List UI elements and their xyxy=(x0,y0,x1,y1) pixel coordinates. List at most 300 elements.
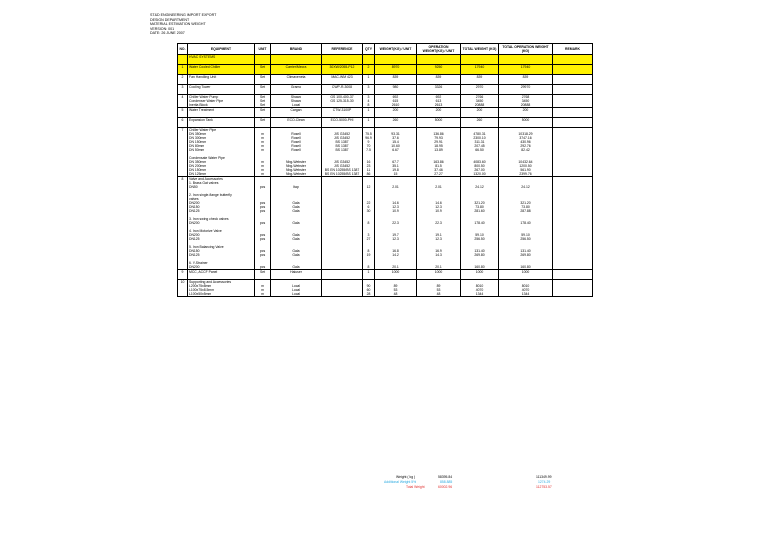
cell-reference xyxy=(322,65,363,75)
cell-line: Nbg-Webster xyxy=(286,168,306,172)
cell-reference xyxy=(322,95,363,108)
cell-remark xyxy=(553,118,593,128)
cell-line: valves xyxy=(189,197,199,201)
table-row xyxy=(178,95,593,108)
cell-line: 178.40 xyxy=(474,221,485,225)
cell-qty xyxy=(363,55,375,65)
cell-line: 1000 xyxy=(475,270,484,274)
cell-total-weight xyxy=(461,270,499,280)
cell-line: 1000 xyxy=(434,270,443,274)
table-row xyxy=(178,118,593,128)
cell-line: 200 xyxy=(522,108,529,112)
cell-total-operation-weight xyxy=(499,85,553,95)
cell-line: 287.88 xyxy=(520,209,531,213)
cell-line: Gala xyxy=(292,249,300,253)
cell-weight-unit xyxy=(375,280,417,297)
cell-line xyxy=(323,280,361,284)
cell-weight-unit xyxy=(375,108,417,118)
cell-line: 2 xyxy=(181,75,184,79)
cell-line: 8 xyxy=(367,103,370,107)
cell-line: DN 350mm xyxy=(189,132,207,136)
cell-line: 14.3 xyxy=(435,253,442,257)
cell-line: ECO-5000-PHI xyxy=(330,118,354,122)
cell-line: BS 1387 xyxy=(335,140,349,144)
cell-unit xyxy=(255,270,271,280)
cell-unit xyxy=(255,95,271,108)
cell-remark xyxy=(553,55,593,65)
cell-brand xyxy=(271,85,322,95)
cell-line: 200 xyxy=(435,108,442,112)
cell-reference xyxy=(322,177,363,270)
cell-line: 75.5 xyxy=(365,132,372,136)
table-header-row xyxy=(178,44,593,55)
cell-line: 3450 xyxy=(475,99,484,103)
cell-line: 267.00 xyxy=(474,168,485,172)
col-equipment: EQUIPMENT xyxy=(188,44,255,55)
cell-line: pcs xyxy=(259,221,266,225)
cell-line: 256.50 xyxy=(520,237,531,241)
cell-line: 3450 xyxy=(521,99,530,103)
cell-line xyxy=(376,55,415,59)
cell-line: BS 1387 xyxy=(335,148,349,152)
cell-line: 24.12 xyxy=(475,185,484,189)
cell-line: m xyxy=(261,132,264,136)
cell-line: DN200 xyxy=(189,221,200,225)
cell-brand xyxy=(271,95,322,108)
cell-line: 6 xyxy=(367,205,370,209)
cell-line: 30 xyxy=(366,209,371,213)
cell-line: 160.80 xyxy=(474,265,485,269)
cell-line: 15 xyxy=(393,172,398,176)
cell-line: 2.01 xyxy=(392,185,399,189)
cell-line: 30XW/2055-P12 xyxy=(329,65,355,69)
cell-line: 11 xyxy=(366,168,371,172)
cell-operation-weight xyxy=(417,128,461,177)
table-row xyxy=(178,75,593,85)
cell-line: JIS G3452 xyxy=(333,132,351,136)
estimation-table xyxy=(177,43,593,297)
cell-total-operation-weight xyxy=(499,108,553,118)
cell-line: DN 200mm xyxy=(189,164,207,168)
cell-line: Set xyxy=(259,75,266,79)
cell-line: 692 xyxy=(392,95,399,99)
cell-total-operation-weight xyxy=(499,177,553,270)
col-brand: BRAND xyxy=(271,44,322,55)
cell-total-operation-weight xyxy=(499,95,553,108)
cell-line: 178.40 xyxy=(520,221,531,225)
cell-remark xyxy=(553,85,593,95)
cell-total-weight xyxy=(461,95,499,108)
cell-line: 3326 xyxy=(434,85,443,89)
cell-brand xyxy=(271,55,322,65)
table-body xyxy=(178,55,593,297)
cell-total-weight xyxy=(461,75,499,85)
cell-brand xyxy=(271,270,322,280)
cell-line: 256.50 xyxy=(474,237,485,241)
cell-line: Shawo xyxy=(290,99,302,103)
col-total-operation-weight: TOTAL OPERATION WEIGHT (KG) xyxy=(499,44,553,55)
cell-line: m xyxy=(261,292,264,296)
cell-total-weight xyxy=(461,85,499,95)
cell-line: 292.76 xyxy=(520,144,531,148)
cell-line: 160.80 xyxy=(520,265,531,269)
cell-reference xyxy=(322,85,363,95)
cell-operation-weight xyxy=(417,177,461,270)
cell-weight-unit xyxy=(375,177,417,270)
cell-line: 9 xyxy=(181,270,184,274)
cell-total-weight xyxy=(461,128,499,177)
cell-line: 22.3 xyxy=(392,221,399,225)
cell-weight-unit xyxy=(375,65,417,75)
cell-line: Water Treatment xyxy=(189,108,215,112)
cell-line: 5 xyxy=(181,108,184,112)
cell-qty xyxy=(363,280,375,297)
cell-line: 1000 xyxy=(521,270,530,274)
cell-no xyxy=(178,75,188,85)
cell-line: 4780.31 xyxy=(473,132,486,136)
cell-reference xyxy=(322,118,363,128)
cell-line: Valve and Accessories xyxy=(189,177,223,181)
cell-unit xyxy=(255,128,271,177)
col-qty: QTY xyxy=(363,44,375,55)
cell-line: 1344 xyxy=(475,292,484,296)
cell-line: 3 xyxy=(367,85,370,89)
cell-total-weight xyxy=(461,118,499,128)
cell-no xyxy=(178,118,188,128)
cell-line: Expansion Tank xyxy=(189,118,213,122)
cell-weight-unit xyxy=(375,85,417,95)
cell-line: 20.1 xyxy=(435,265,442,269)
cell-line: 4070 xyxy=(521,288,530,292)
cell-equipment xyxy=(188,118,255,128)
cell-line: 207.45 xyxy=(474,144,485,148)
cell-line: DN 350mm xyxy=(189,160,207,164)
cell-line: 29.91 xyxy=(434,140,443,144)
cell-operation-weight xyxy=(417,55,461,65)
cell-total-operation-weight xyxy=(499,280,553,297)
cell-unit xyxy=(255,108,271,118)
cell-line: 90 xyxy=(366,284,371,288)
cell-line: DN200 xyxy=(189,201,200,205)
cell-line: DN 150mm xyxy=(189,140,207,144)
cell-line: 1320.00 xyxy=(473,172,486,176)
cell-weight-unit xyxy=(375,75,417,85)
cell-reference xyxy=(322,55,363,65)
cell-line: CWP-R-3008 xyxy=(331,85,353,89)
cell-line: 14.6 xyxy=(392,201,399,205)
cell-line: Gala xyxy=(292,205,300,209)
cell-qty xyxy=(363,270,375,280)
cell-line: Chiller Water Pipe xyxy=(189,128,217,132)
cell-line: 10.9 xyxy=(435,209,442,213)
cell-line: 19.7 xyxy=(392,233,399,237)
cell-line: Set xyxy=(259,270,266,274)
cell-unit xyxy=(255,280,271,297)
cell-line: Water Cooled Chiller xyxy=(189,65,221,69)
cell-line: 692 xyxy=(435,95,442,99)
cell-line: 16.8 xyxy=(392,249,399,253)
cell-brand xyxy=(271,108,322,118)
cell-line: 2.01 xyxy=(435,185,442,189)
document-header xyxy=(150,13,216,36)
cell-line: 839 xyxy=(435,75,442,79)
cell-line: 4 xyxy=(181,95,184,99)
cell-line: m xyxy=(261,160,264,164)
cell-line xyxy=(272,55,320,59)
cell-line: 17940 xyxy=(474,65,485,69)
cell-line: 260 xyxy=(392,118,399,122)
cell-equipment xyxy=(188,280,255,297)
cell-line: 1 xyxy=(367,108,370,112)
cell-line: 79.93 xyxy=(434,136,443,140)
cell-line: 22 xyxy=(366,201,371,205)
cell-line: 73.80 xyxy=(521,205,530,209)
cell-line: 8010 xyxy=(521,284,530,288)
cell-total-weight xyxy=(461,280,499,297)
cell-line: MCC, ACCF Panel xyxy=(189,270,218,274)
cell-line: 6. Y-Strainer xyxy=(189,261,208,265)
cell-line: GS 100-400-37 xyxy=(330,95,354,99)
cell-line: 8 xyxy=(367,265,370,269)
cell-line: Gala xyxy=(292,209,300,213)
cell-line: 20888 xyxy=(474,103,485,107)
cell-line: 23 xyxy=(366,164,371,168)
cell-line: 10 xyxy=(180,280,185,284)
cell-line: 8 xyxy=(181,177,184,181)
cell-qty xyxy=(363,128,375,177)
cell-line: 1 xyxy=(367,75,370,79)
col-operation-weight-unit: OPERATION WEIGHT(KG) / UNIT xyxy=(417,44,461,55)
cell-no xyxy=(178,270,188,280)
cell-line: 561.90 xyxy=(520,168,531,172)
cell-line: 980 xyxy=(392,85,399,89)
cell-line: MAC-WM 423 xyxy=(331,75,353,79)
total-weight-label: Total Weight xyxy=(406,485,425,489)
cell-line: 70 xyxy=(366,144,371,148)
cell-remark xyxy=(553,128,593,177)
col-weight-unit: WEIGHT(KG) / UNIT xyxy=(375,44,417,55)
cell-line: Set xyxy=(259,99,266,103)
cell-line: Local xyxy=(291,284,301,288)
table-row xyxy=(178,128,593,177)
cell-operation-weight xyxy=(417,280,461,297)
cell-line: 3. Iron swing check valves xyxy=(189,217,229,221)
header-line: VERSION: 001 xyxy=(150,26,175,31)
cell-total-operation-weight xyxy=(499,128,553,177)
cell-total-operation-weight xyxy=(499,65,553,75)
cell-line: pcs xyxy=(259,237,266,241)
col-remark: REMARK xyxy=(553,44,593,55)
cell-line: Shawo xyxy=(290,95,302,99)
cell-equipment xyxy=(188,65,255,75)
cell-line: pcs xyxy=(259,233,266,237)
cell-line: 29970 xyxy=(520,85,531,89)
cell-brand xyxy=(271,118,322,128)
cell-total-operation-weight xyxy=(499,75,553,85)
cell-line: BS EN 10255/BS 1387 xyxy=(324,172,360,176)
cell-line: pcs xyxy=(259,265,266,269)
cell-line: Set xyxy=(259,85,266,89)
cell-line: DN125 xyxy=(189,237,200,241)
cell-weight-unit xyxy=(375,128,417,177)
cell-no xyxy=(178,85,188,95)
cell-no xyxy=(178,95,188,108)
cell-equipment xyxy=(188,108,255,118)
cell-line: Supporting and Accessories xyxy=(189,280,232,284)
cell-line: 9 xyxy=(367,140,370,144)
cell-line: Nbg-Webster xyxy=(286,172,306,176)
cell-total-operation-weight xyxy=(499,55,553,65)
cell-brand xyxy=(271,65,322,75)
cell-line: 613 xyxy=(435,99,442,103)
cell-line: 9250 xyxy=(434,65,443,69)
cell-line: 1000 xyxy=(391,270,400,274)
cell-line: 200 xyxy=(476,108,483,112)
table-row xyxy=(178,177,593,270)
cell-line: 15.4 xyxy=(392,140,399,144)
cell-remark xyxy=(553,270,593,280)
cell-line: L100x50x5mm xyxy=(189,292,212,296)
cell-line: 269.80 xyxy=(520,253,531,257)
cell-line: Rosell xyxy=(291,132,301,136)
cell-line: m xyxy=(261,148,264,152)
cell-line: m xyxy=(261,288,264,292)
cell-line: pcs xyxy=(259,205,266,209)
cell-line: 5000 xyxy=(521,118,530,122)
cell-line: Set xyxy=(259,118,266,122)
cell-line: Carrier/Mecra xyxy=(285,65,307,69)
cell-line: Inertia Block xyxy=(189,103,208,107)
cell-line: 281.60 xyxy=(474,209,485,213)
cell-brand xyxy=(271,75,322,85)
cell-line: Local xyxy=(291,292,301,296)
cell-line: 2. Iron single-flange butterfly xyxy=(189,193,232,197)
cell-line: 53 xyxy=(436,288,441,292)
cell-line: 839 xyxy=(476,75,483,79)
cell-line: 131.40 xyxy=(474,249,485,253)
cell-line: Rosell xyxy=(291,140,301,144)
cell-line: DN50 xyxy=(189,185,198,189)
cell-line: 6 xyxy=(181,118,184,122)
col-total-weight: TOTAL WEIGHT (KG) xyxy=(461,44,499,55)
cell-line: DN200 xyxy=(189,265,200,269)
cell-line: DN 300mm xyxy=(189,136,207,140)
cell-line: 200 xyxy=(392,108,399,112)
total-weight-value: 60002.96 xyxy=(438,485,453,489)
cell-line: 2766 xyxy=(475,95,484,99)
cell-line: 86 xyxy=(366,172,371,176)
cell-line: DN 80mm xyxy=(189,144,205,148)
cell-line: 269.80 xyxy=(474,253,485,257)
cell-line: GS 125-315-30 xyxy=(330,99,354,103)
cell-line: 1 xyxy=(181,65,184,69)
cell-line: 59.10 xyxy=(475,233,484,237)
weight-label: Weight ( kg ) xyxy=(396,475,416,479)
cell-line: m xyxy=(261,144,264,148)
cell-line: 3 xyxy=(181,85,184,89)
cell-line: ECO-Clean xyxy=(287,118,305,122)
additional-weight-label: Additional Weight 5% xyxy=(384,480,417,484)
header-line: DESIGN DEPARTMENT xyxy=(150,17,190,22)
cell-line: Condensate Water Pipe xyxy=(189,156,225,160)
cell-operation-weight xyxy=(417,108,461,118)
cell-line: m xyxy=(261,140,264,144)
cell-line: 10.60 xyxy=(391,144,400,148)
cell-line: Set xyxy=(259,103,266,107)
table-row xyxy=(178,55,593,65)
cell-qty xyxy=(363,95,375,108)
cell-line: 89 xyxy=(393,284,398,288)
cell-line: 1344 xyxy=(521,292,530,296)
cell-line: 8 xyxy=(367,249,370,253)
cell-line: 73.80 xyxy=(475,205,484,209)
cell-weight-unit xyxy=(375,118,417,128)
cell-line: 37.46 xyxy=(434,168,443,172)
cell-remark xyxy=(553,108,593,118)
cell-brand xyxy=(271,280,322,297)
cell-line: 93.31 xyxy=(391,132,400,136)
cell-line: 16 xyxy=(366,160,371,164)
cell-line: 7.5 xyxy=(366,148,371,152)
cell-line: 19.8 xyxy=(392,168,399,172)
cell-line: Haiuser xyxy=(290,270,302,274)
cell-unit xyxy=(255,55,271,65)
cell-equipment xyxy=(188,85,255,95)
cell-qty xyxy=(363,65,375,75)
cell-remark xyxy=(553,75,593,85)
cell-remark xyxy=(553,95,593,108)
cell-line: JIS G3452 xyxy=(333,160,351,164)
cell-line: 321.20 xyxy=(520,201,531,205)
cell-reference xyxy=(322,270,363,280)
cell-line: JIS G3452 xyxy=(333,136,351,140)
cell-line: 2768 xyxy=(521,95,530,99)
cell-line xyxy=(364,55,373,59)
cell-line: DN 50mm xyxy=(189,148,205,152)
cell-no xyxy=(178,177,188,270)
cell-line xyxy=(418,55,459,59)
cell-line: Condenser Water Pipe xyxy=(189,99,224,103)
cell-line: Cargan xyxy=(290,108,302,112)
cell-line: DN150 xyxy=(189,249,200,253)
cell-line xyxy=(323,270,361,274)
cell-line: pcs xyxy=(259,185,266,189)
cell-line: 1200.50 xyxy=(519,164,532,168)
cell-line xyxy=(323,55,361,59)
cell-line: 24.12 xyxy=(521,185,530,189)
cell-line: BS 1387 xyxy=(335,144,349,148)
cell-line: 2399.76 xyxy=(519,172,532,176)
cell-line: 12.3 xyxy=(435,237,442,241)
weight-value: 58395.84 xyxy=(438,475,453,479)
cell-line: Gala xyxy=(292,221,300,225)
cell-qty xyxy=(363,108,375,118)
cell-line: DN150 xyxy=(189,205,200,209)
cell-operation-weight xyxy=(417,118,461,128)
cell-unit xyxy=(255,118,271,128)
cell-line: Rosell xyxy=(291,148,301,152)
cell-no xyxy=(178,108,188,118)
cell-line: 10318.29 xyxy=(518,132,533,136)
weight-total: 111349.99 xyxy=(536,475,552,479)
cell-qty xyxy=(363,177,375,270)
cell-line: 2613 xyxy=(434,103,443,107)
cell-no xyxy=(178,65,188,75)
cell-line: Gala xyxy=(292,253,300,257)
cell-line: Nbg-Webster xyxy=(286,164,306,168)
cell-line: 4. Iron Motorize Valve xyxy=(189,229,222,233)
cell-unit xyxy=(255,85,271,95)
